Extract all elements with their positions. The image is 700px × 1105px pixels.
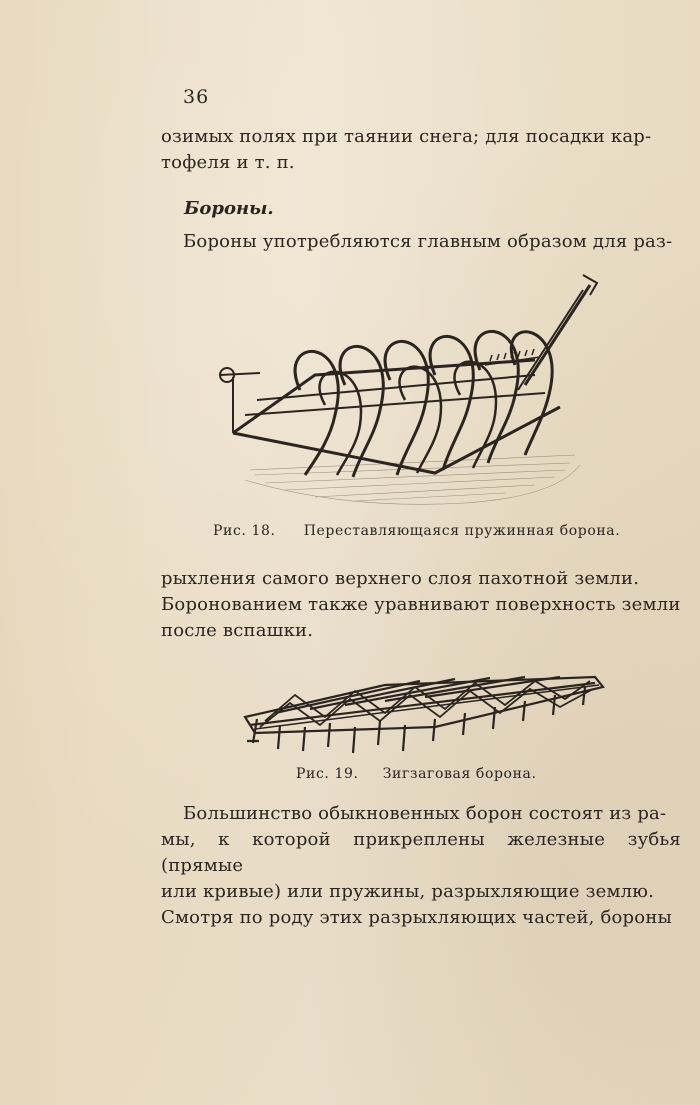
figure-zigzag-harrow bbox=[235, 655, 610, 760]
zigzag-harrow-illustration bbox=[235, 655, 610, 760]
text-line: или кривые) или пружины, разрыхляющие землю. bbox=[161, 881, 655, 902]
figure-spring-harrow bbox=[205, 265, 625, 515]
text-line: тофеля и т. п. bbox=[161, 152, 295, 173]
text-line: мы, к которой прикреплены железные зубья (прямые bbox=[161, 829, 681, 876]
paragraph-continuation bbox=[161, 124, 681, 176]
figure-18-caption bbox=[213, 523, 620, 539]
text-line: Большинство обыкновенных борон состоят из ра- bbox=[183, 803, 667, 824]
text-line: Боронованием также уравнивают поверхность земли bbox=[161, 594, 681, 615]
text-line: после вспашки. bbox=[161, 620, 314, 641]
paragraph-harrows-intro bbox=[161, 229, 681, 255]
paragraph-harrow-types bbox=[161, 801, 681, 931]
figure-19-caption bbox=[296, 766, 537, 782]
text-line: рыхления самого верхнего слоя пахотной земли. bbox=[161, 568, 640, 589]
text-line: озимых полях при таянии снега; для посадки кар- bbox=[161, 126, 652, 147]
section-heading: Бороны. bbox=[184, 198, 274, 219]
page-number: 36 bbox=[183, 86, 210, 108]
caption-text: Зигзаговая борона. bbox=[382, 766, 537, 782]
paragraph-loosening bbox=[161, 566, 681, 644]
caption-number: Рис. 19. bbox=[296, 766, 359, 782]
text-line: Смотря по роду этих разрыхляющих частей, бороны bbox=[161, 907, 673, 928]
caption-text: Переставляющаяся пружинная борона. bbox=[303, 523, 621, 539]
spring-harrow-illustration bbox=[205, 265, 625, 515]
caption-number: Рис. 18. bbox=[213, 523, 276, 539]
text-line: Бороны употребляются главным образом для раз- bbox=[183, 231, 673, 252]
